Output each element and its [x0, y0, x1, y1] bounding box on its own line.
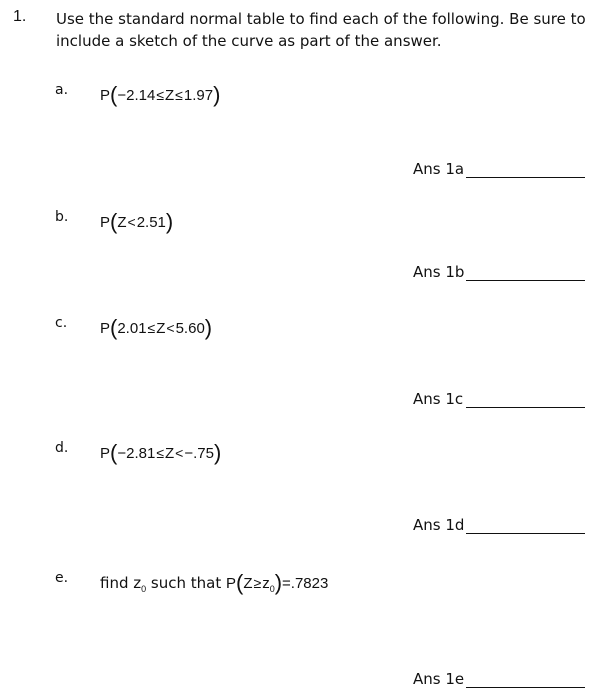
question-number: 1.: [13, 8, 27, 25]
answer-blank-line: [466, 177, 585, 178]
answer-label: Ans 1e: [413, 670, 465, 688]
probability-expression: P(−2.14≤Z≤1.97): [100, 82, 221, 107]
answer-1a[interactable]: [413, 160, 585, 182]
answer-1c[interactable]: [413, 390, 585, 412]
part-d: [0, 436, 604, 466]
probability-expression: P(2.01≤Z<5.60): [100, 315, 213, 340]
answer-label: Ans 1b: [413, 263, 465, 281]
part-letter: c.: [55, 315, 68, 331]
part-c: [0, 311, 604, 341]
answer-label: Ans 1d: [413, 516, 465, 534]
part-b: [0, 205, 604, 235]
part-e: [0, 566, 604, 596]
part-letter: d.: [55, 440, 69, 456]
answer-blank-line: [466, 407, 585, 408]
question-text: Use the standard normal table to find each of the following. Be sure to include a sketch of the curve as part of the answer.: [56, 10, 586, 50]
answer-blank-line: [466, 687, 585, 688]
part-letter: e.: [55, 570, 69, 586]
probability-expression: P(Z<2.51): [100, 209, 174, 234]
part-a: [0, 78, 604, 108]
part-letter: b.: [55, 209, 69, 225]
answer-1b[interactable]: [413, 263, 585, 285]
answer-label: Ans 1c: [413, 390, 464, 408]
answer-1e[interactable]: [413, 670, 585, 692]
probability-expression: P(−2.81≤Z<−.75): [100, 440, 222, 465]
answer-blank-line: [466, 533, 585, 534]
find-expression: find $z_0$ such that $P(Z\ge z_0)=.7823$: [100, 570, 329, 595]
answer-blank-line: [466, 280, 585, 281]
answer-1d[interactable]: [413, 516, 585, 538]
part-letter: a.: [55, 82, 69, 98]
answer-label: Ans 1a: [413, 160, 465, 178]
